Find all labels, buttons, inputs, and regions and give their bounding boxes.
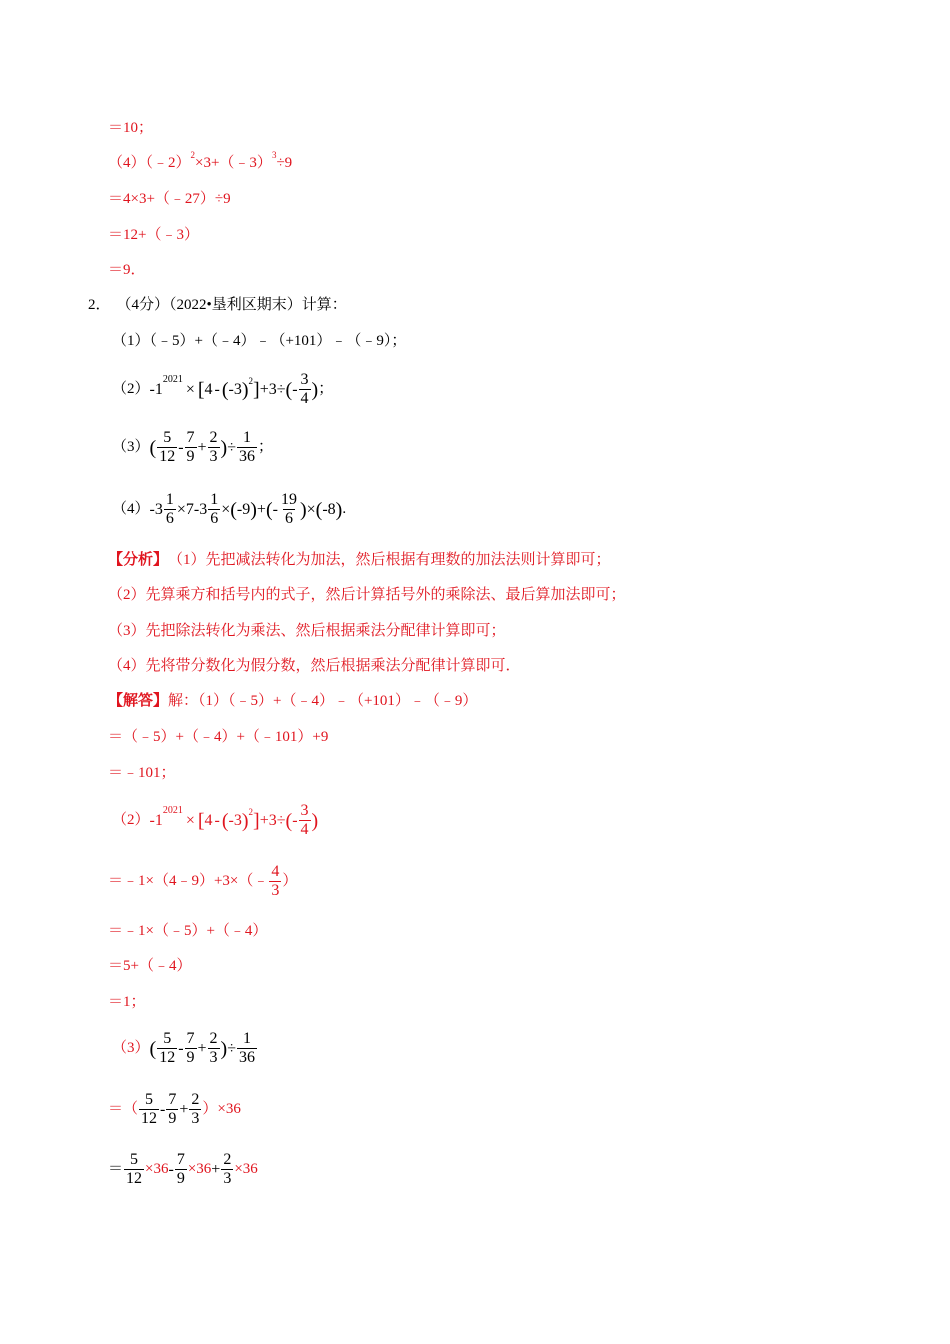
problem-number: 2． <box>88 297 111 313</box>
step-line <box>108 121 153 136</box>
math-symbol: + <box>197 1039 207 1057</box>
step-text: ×3+（﹣3） <box>195 155 272 171</box>
math-symbol: ( <box>221 378 229 401</box>
math-symbol: - <box>149 811 155 829</box>
step-text: ÷9 <box>276 155 293 171</box>
fraction <box>299 803 311 838</box>
math-number: -3 <box>228 380 242 398</box>
numerator: 3 <box>300 802 309 819</box>
numerator: 2 <box>209 1030 218 1047</box>
answer-text: ）×36 <box>202 1101 241 1117</box>
math-symbol: × <box>306 500 316 518</box>
math-symbol: ； <box>258 439 274 455</box>
math-symbol: ) <box>241 378 249 401</box>
math-symbol: ) <box>220 1037 228 1060</box>
part-label: （2） <box>112 381 150 397</box>
fraction <box>175 1152 187 1187</box>
math-symbol: ( <box>285 809 293 832</box>
answer-line <box>108 730 328 745</box>
step-line <box>108 263 146 278</box>
denominator: 6 <box>210 510 219 527</box>
math-symbol: ÷ <box>276 811 286 829</box>
math-symbol: - <box>160 1100 166 1118</box>
exponent: 2 <box>248 376 254 386</box>
numerator: 3 <box>300 371 309 388</box>
problem-part-1 <box>112 334 406 349</box>
math-number: 7 <box>185 500 194 518</box>
math-symbol: ) <box>335 498 343 521</box>
numerator: 1 <box>243 429 251 446</box>
denominator: 3 <box>209 1049 218 1066</box>
math-symbol: - <box>272 500 278 518</box>
step-text: ＝9． <box>108 262 146 278</box>
problem-source: （4分）（2022•垦利区期末）计算： <box>116 297 347 313</box>
part-label: （3） <box>112 1040 150 1056</box>
fraction <box>299 372 311 407</box>
numerator: 4 <box>271 863 280 880</box>
problem-part-3 <box>112 430 273 465</box>
fraction <box>269 864 281 899</box>
answer-line <box>108 694 477 709</box>
answer-text: ＝﹣1×（﹣5）+（﹣4） <box>108 923 268 939</box>
denominator: 9 <box>186 448 195 465</box>
numerator: 7 <box>186 429 195 446</box>
math-symbol: - <box>214 811 220 829</box>
step-text: ＝12+（﹣3） <box>108 227 199 243</box>
numerator: 1 <box>165 491 174 508</box>
math-symbol: ] <box>253 809 260 832</box>
math-number: 1 <box>154 380 163 398</box>
numerator: 7 <box>186 1030 195 1047</box>
denominator: 3 <box>209 448 218 465</box>
exponent: 2021 <box>162 804 183 816</box>
numerator: 2 <box>191 1091 200 1108</box>
numerator: 5 <box>130 1151 139 1168</box>
answer-text: ＝（ <box>108 1101 139 1117</box>
part-label: （2） <box>112 812 150 828</box>
math-symbol: ÷ <box>227 438 236 456</box>
numerator: 7 <box>176 1151 185 1168</box>
math-symbol: ) <box>241 809 249 832</box>
answer-line <box>108 959 191 974</box>
math-number: -9 <box>236 500 251 518</box>
answer-line <box>108 1152 258 1187</box>
math-symbol: ÷ <box>227 1039 236 1057</box>
analysis-text: （2）先算乘方和括号内的式子，然后计算括号外的乘除法、最后算加法即可； <box>108 587 626 603</box>
fraction <box>164 492 176 527</box>
numerator: 1 <box>210 491 219 508</box>
part-label: （3） <box>112 439 150 455</box>
numerator: 5 <box>145 1091 154 1108</box>
math-symbol: - <box>292 811 298 829</box>
fraction <box>237 430 257 465</box>
math-number: 4 <box>204 811 213 829</box>
math-symbol: - <box>214 380 220 398</box>
math-symbol: ) <box>299 498 307 521</box>
analysis-line <box>108 659 521 674</box>
math-symbol: ( <box>149 436 157 459</box>
fraction <box>124 1152 144 1187</box>
answer-text: ＝ <box>108 1161 124 1177</box>
step-line <box>108 192 231 207</box>
math-symbol: + <box>179 1100 189 1118</box>
math-number: -3 <box>228 811 242 829</box>
analysis-text: （1）先把减法转化为加法，然后根据有理数的加法法则计算即可； <box>168 552 611 568</box>
denominator: 3 <box>271 882 280 899</box>
answer-tag: 【解答】 <box>108 693 169 709</box>
analysis-text: （3）先把除法转化为乘法、然后根据乘法分配律计算即可； <box>108 623 506 639</box>
answer-line <box>108 995 146 1010</box>
exponent: 2 <box>190 150 196 160</box>
denominator: 4 <box>300 821 309 838</box>
math-number: 3 <box>268 811 277 829</box>
math-symbol: - <box>168 1160 174 1178</box>
math-symbol: ( <box>230 498 237 521</box>
math-number: 1 <box>154 811 163 829</box>
math-symbol: ( <box>315 498 323 521</box>
fraction <box>237 1031 257 1066</box>
math-symbol: [ <box>197 378 205 401</box>
fraction <box>221 1152 233 1187</box>
numerator: 7 <box>168 1091 177 1108</box>
step-text: ＝10； <box>108 120 154 136</box>
fraction <box>157 430 177 465</box>
answer-part-3 <box>112 1031 258 1066</box>
analysis-tag: 【分析】 <box>108 552 169 568</box>
step-text: （4）（﹣2） <box>108 155 191 171</box>
answer-line <box>108 864 297 899</box>
problem-part-2 <box>112 372 333 407</box>
step-text: ＝4×3+（﹣27）÷9 <box>108 191 231 207</box>
step-line <box>108 150 293 171</box>
fraction <box>279 492 299 527</box>
denominator: 3 <box>191 1110 200 1127</box>
fraction <box>139 1092 159 1127</box>
part-label: （4） <box>112 501 150 517</box>
denominator: 9 <box>176 1170 185 1187</box>
analysis-line <box>108 624 506 639</box>
step-line <box>108 228 199 243</box>
math-symbol: ( <box>149 1037 157 1060</box>
answer-line <box>108 924 267 939</box>
math-symbol: ) <box>311 809 319 832</box>
answer-text: ＝1； <box>108 994 146 1010</box>
math-symbol: + <box>211 1160 221 1178</box>
numerator: 2 <box>209 429 218 446</box>
math-symbol: ( <box>265 498 273 521</box>
math-symbol: - <box>178 1039 184 1057</box>
answer-line <box>108 766 176 781</box>
answer-text: ×36 <box>187 1161 212 1177</box>
denominator: 36 <box>239 448 255 465</box>
math-symbol: - <box>193 500 200 518</box>
math-symbol: - <box>149 500 155 518</box>
math-number: 3 <box>268 380 277 398</box>
math-symbol: ÷ <box>276 380 286 398</box>
numerator: 5 <box>163 1030 172 1047</box>
math-symbol: - <box>149 380 155 398</box>
denominator: 9 <box>168 1110 177 1127</box>
fraction <box>157 1031 177 1066</box>
math-symbol: ) <box>250 498 257 521</box>
math-symbol: ( <box>221 809 229 832</box>
denominator: 12 <box>141 1110 158 1127</box>
numerator: 1 <box>243 1030 251 1047</box>
analysis-line <box>108 588 626 603</box>
fraction <box>166 1092 178 1127</box>
math-symbol: ) <box>220 436 228 459</box>
math-symbol: . <box>342 501 347 517</box>
answer-text: ＝﹣101； <box>108 765 176 781</box>
math-number: 3 <box>199 500 208 518</box>
denominator: 12 <box>126 1170 143 1187</box>
problem-part-4 <box>112 492 346 527</box>
math-number: 3 <box>154 500 163 518</box>
math-symbol: + <box>256 500 266 518</box>
denominator: 6 <box>284 510 293 527</box>
math-symbol: × <box>221 500 231 518</box>
numerator: 19 <box>280 491 297 508</box>
numerator: 2 <box>223 1151 232 1168</box>
answer-text: ×36 <box>234 1161 258 1177</box>
denominator: 36 <box>239 1049 255 1066</box>
math-symbol: [ <box>197 809 205 832</box>
math-symbol: + <box>259 811 269 829</box>
analysis-line <box>108 553 611 568</box>
math-symbol: ( <box>285 378 293 401</box>
math-symbol: - <box>178 438 184 456</box>
math-symbol: - <box>292 380 298 398</box>
exponent: 3 <box>271 150 277 160</box>
math-symbol: ； <box>318 381 334 397</box>
fraction <box>208 492 220 527</box>
math-symbol: × <box>185 811 195 829</box>
fraction <box>185 430 197 465</box>
numerator: 5 <box>163 429 172 446</box>
answer-text: ＝（﹣5）+（﹣4）+（﹣101）+9 <box>108 729 329 745</box>
answer-text: ＝﹣1×（4﹣9）+3×（﹣ <box>108 873 269 889</box>
answer-part-2 <box>112 803 318 838</box>
denominator: 12 <box>159 448 176 465</box>
math-number: -8 <box>322 500 336 518</box>
exponent: 2 <box>248 807 254 817</box>
math-symbol: × <box>185 380 195 398</box>
exponent: 2021 <box>162 373 183 385</box>
denominator: 9 <box>186 1049 195 1066</box>
denominator: 4 <box>300 390 309 407</box>
fraction <box>208 430 220 465</box>
fraction <box>208 1031 220 1066</box>
math-symbol: × <box>176 500 186 518</box>
answer-text: 解：（1）（﹣5）+（﹣4）﹣（+101）﹣（﹣9） <box>168 693 478 709</box>
fraction <box>189 1092 201 1127</box>
math-symbol: + <box>197 438 207 456</box>
answer-text: ） <box>282 873 298 889</box>
problem-header <box>88 298 347 313</box>
denominator: 6 <box>165 510 174 527</box>
denominator: 12 <box>159 1049 176 1066</box>
answer-text: ＝5+（﹣4） <box>108 958 192 974</box>
denominator: 3 <box>223 1170 232 1187</box>
math-symbol: + <box>259 380 269 398</box>
answer-line <box>108 1092 241 1127</box>
expression-text: （1）（﹣5）+（﹣4）﹣（+101）﹣（﹣9）； <box>112 333 407 349</box>
analysis-text: （4）先将带分数化为假分数，然后根据乘法分配律计算即可． <box>108 658 521 674</box>
answer-text: ×36 <box>145 1161 169 1177</box>
math-symbol: ) <box>311 378 319 401</box>
math-number: 4 <box>204 380 213 398</box>
math-symbol: ] <box>253 378 260 401</box>
fraction <box>185 1031 197 1066</box>
